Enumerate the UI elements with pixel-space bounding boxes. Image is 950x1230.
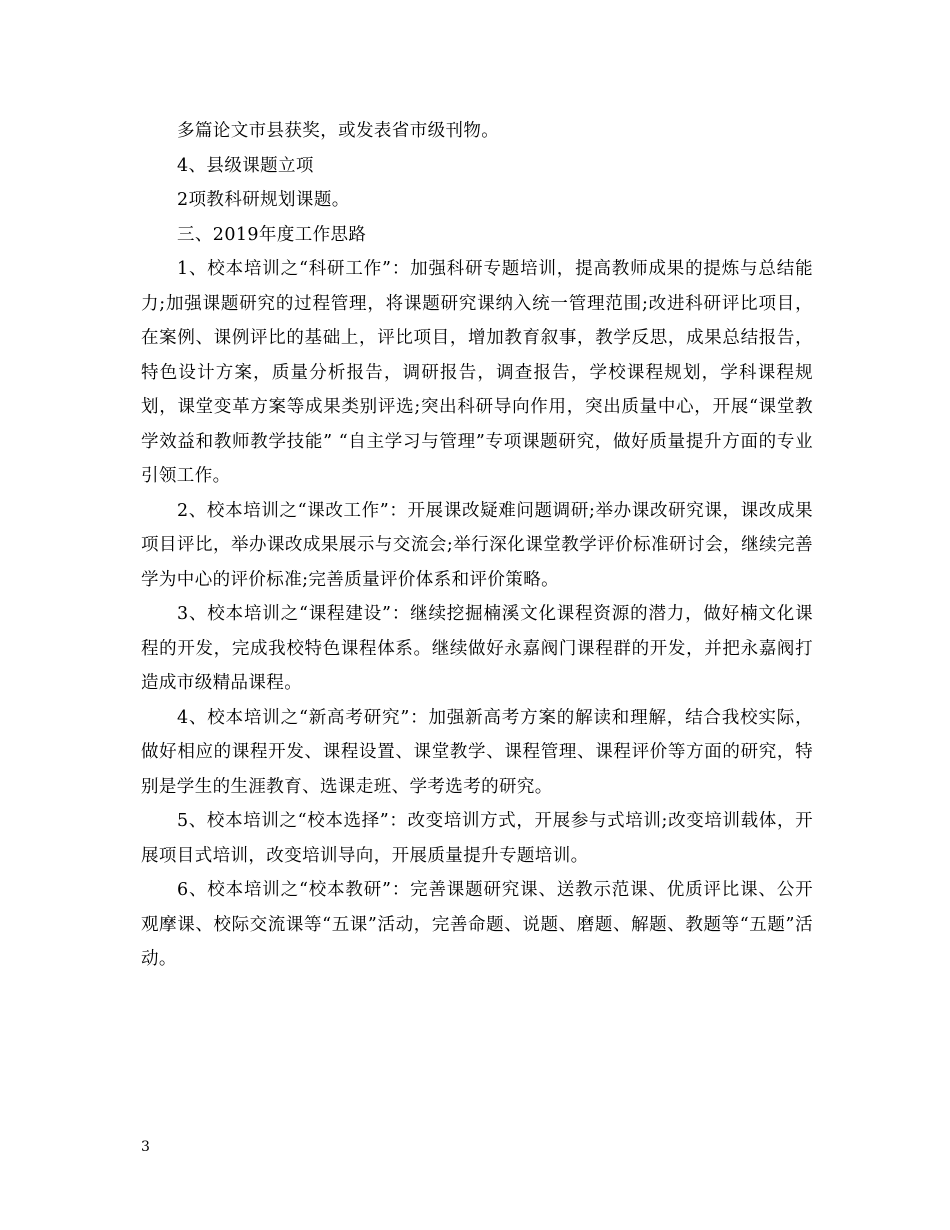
paragraph-awards: 多篇论文市县获奖，或发表省市级刊物。 bbox=[177, 121, 500, 141]
document-body bbox=[141, 114, 813, 977]
paragraph-research-work: 1、校本培训之“科研工作”：加强科研专题培训，提高教师成果的提炼与总结能力;加强课题研究的过程管理，将课题研究课纳入统一管理范围;改进科研评比项目，在案例、课例评比的基础上，评比项目，增加教育叙事，教学反思，成果总结报告，特色设计方案，质量分析报告，调研报告，调查报告，学校课程规划，学科课程规划，课堂变革方案等成果类别评选;突出科研导向作用，突出质量中心，开展“课堂教学效益和教师教学技能” “自主学习与管理”专项课题研究，做好质量提升方面的专业引领工作。 bbox=[141, 259, 813, 486]
paragraph-school-choice: 5、校本培训之“校本选择”：改变培训方式，开展参与式培训;改变培训载体，开展项目式培训，改变培训导向，开展质量提升专题培训。 bbox=[141, 811, 813, 866]
paragraph-school-teaching-research: 6、校本培训之“校本教研”：完善课题研究课、送教示范课、优质评比课、公开观摩课、校际交流课等“五课”活动，完善命题、说题、磨题、解题、教题等“五题”活动。 bbox=[141, 880, 813, 969]
paragraph-county-project-heading: 4、县级课题立项 bbox=[177, 155, 314, 176]
section-heading-work-plan: 三、2019年度工作思路 bbox=[177, 224, 367, 245]
paragraph-curriculum-building: 3、校本培训之“课程建设”：继续挖掘楠溪文化课程资源的潜力，做好楠文化课程的开发，完成我校特色课程体系。继续做好永嘉阀门课程群的开发，并把永嘉阀打造成市级精品课程。 bbox=[141, 604, 813, 693]
paragraph-curriculum-reform: 2、校本培训之“课改工作”：开展课改疑难问题调研;举办课改研究课，课改成果项目评比，举办课改成果展示与交流会;举行深化课堂教学评价标准研讨会，继续完善学为中心的评价标准;完善质量评价体系和评价策略。 bbox=[141, 500, 813, 590]
paragraph-research-projects: 2项教科研规划课题。 bbox=[177, 190, 350, 210]
paragraph-new-gaokao-research: 4、校本培训之“新高考研究”：加强新高考方案的解读和理解，结合我校实际，做好相应的课程开发、课程设置、课堂教学、课程管理、课程评价等方面的研究，特别是学生的生涯教育、选课走班、学考选考的研究。 bbox=[141, 707, 813, 797]
page-number: 3 bbox=[141, 1139, 150, 1155]
